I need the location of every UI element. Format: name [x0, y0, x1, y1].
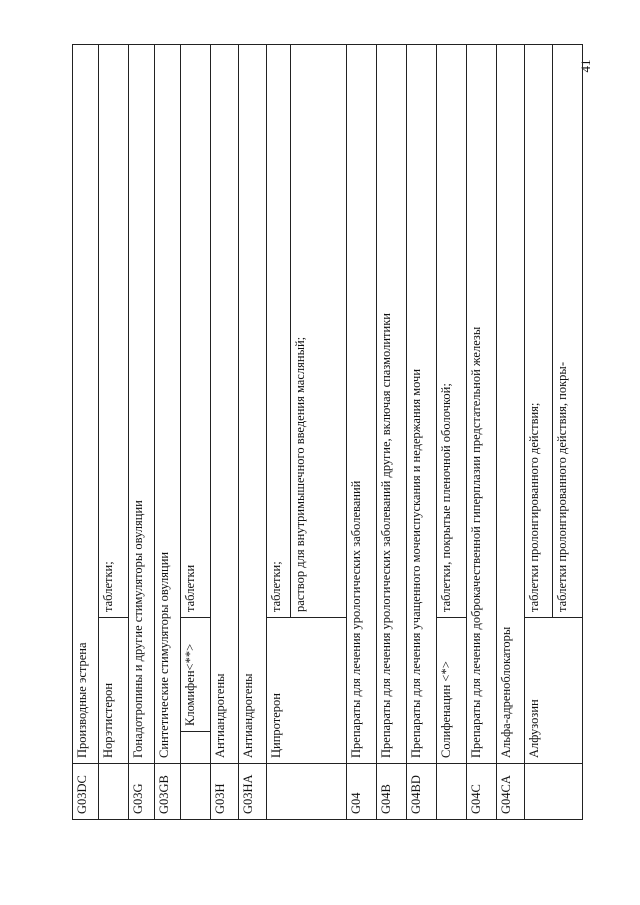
empty-cell — [181, 732, 211, 764]
drug-name: Норэтистерон — [99, 618, 129, 764]
drug-name: Алфузозин — [525, 618, 583, 764]
dosage-form: раствор для внутримышечного введения масляный; — [291, 45, 347, 618]
group-name: Антиандрогены — [211, 45, 239, 764]
group-name: Препараты для лечения учащенного мочеиспускания и недержания мочи — [407, 45, 437, 764]
atc-code: G04C — [467, 764, 497, 820]
dosage-form: таблетки — [181, 45, 211, 618]
atc-code: G03GB — [155, 764, 181, 820]
table-row — [525, 45, 553, 820]
drug-name: Кломифен<**> — [181, 618, 211, 732]
table-row — [407, 45, 437, 820]
atc-code — [437, 764, 467, 820]
group-name: Препараты для лечения урологических заболеваний другие, включая спазмолитики — [377, 45, 407, 764]
table-row — [211, 45, 239, 820]
group-name: Альфа-адреноблокаторы — [497, 45, 525, 764]
table-row — [467, 45, 497, 820]
drug-classification-table — [72, 44, 569, 820]
atc-code — [525, 764, 583, 820]
atc-code — [267, 764, 347, 820]
group-name: Гонадотропины и другие стимуляторы овуляции — [129, 45, 155, 764]
table-row — [99, 45, 129, 820]
atc-code: G03G — [129, 764, 155, 820]
group-name: Синтетические стимуляторы овуляции — [155, 45, 181, 764]
atc-code — [181, 764, 211, 820]
table-row — [73, 45, 99, 820]
dosage-form: таблетки; — [267, 45, 291, 618]
dosage-form: таблетки пролонгированного действия; — [525, 45, 553, 618]
table-row — [155, 45, 181, 820]
table-row — [239, 45, 267, 820]
table-row — [497, 45, 525, 820]
atc-code: G04B — [377, 764, 407, 820]
group-name: Антиандрогены — [239, 45, 267, 764]
atc-code — [99, 764, 129, 820]
atc-code: G03H — [211, 764, 239, 820]
table-row — [377, 45, 407, 820]
group-name: Препараты для лечения урологических заболеваний — [347, 45, 377, 764]
table-row — [181, 45, 211, 820]
atc-code: G04BD — [407, 764, 437, 820]
drug-name: Солифенацин <*> — [437, 618, 467, 764]
dosage-form: таблетки, покрытые пленочной оболочкой; — [437, 45, 467, 618]
page-number: 41 — [578, 59, 593, 73]
table-row — [129, 45, 155, 820]
table-row — [437, 45, 467, 820]
group-name: Препараты для лечения доброкачественной гиперплазии предстательной железы — [467, 45, 497, 764]
atc-code: G04 — [347, 764, 377, 820]
dosage-form: таблетки; — [99, 45, 129, 618]
atc-code: G03HA — [239, 764, 267, 820]
table-row — [347, 45, 377, 820]
table-row — [267, 45, 291, 820]
dosage-form: таблетки пролонгированного действия, покры- — [553, 45, 583, 618]
atc-code: G03DC — [73, 764, 99, 820]
group-name: Производные эстрена — [73, 45, 99, 764]
drug-name: Ципротерон — [267, 618, 347, 764]
atc-code: G04CA — [497, 764, 525, 820]
